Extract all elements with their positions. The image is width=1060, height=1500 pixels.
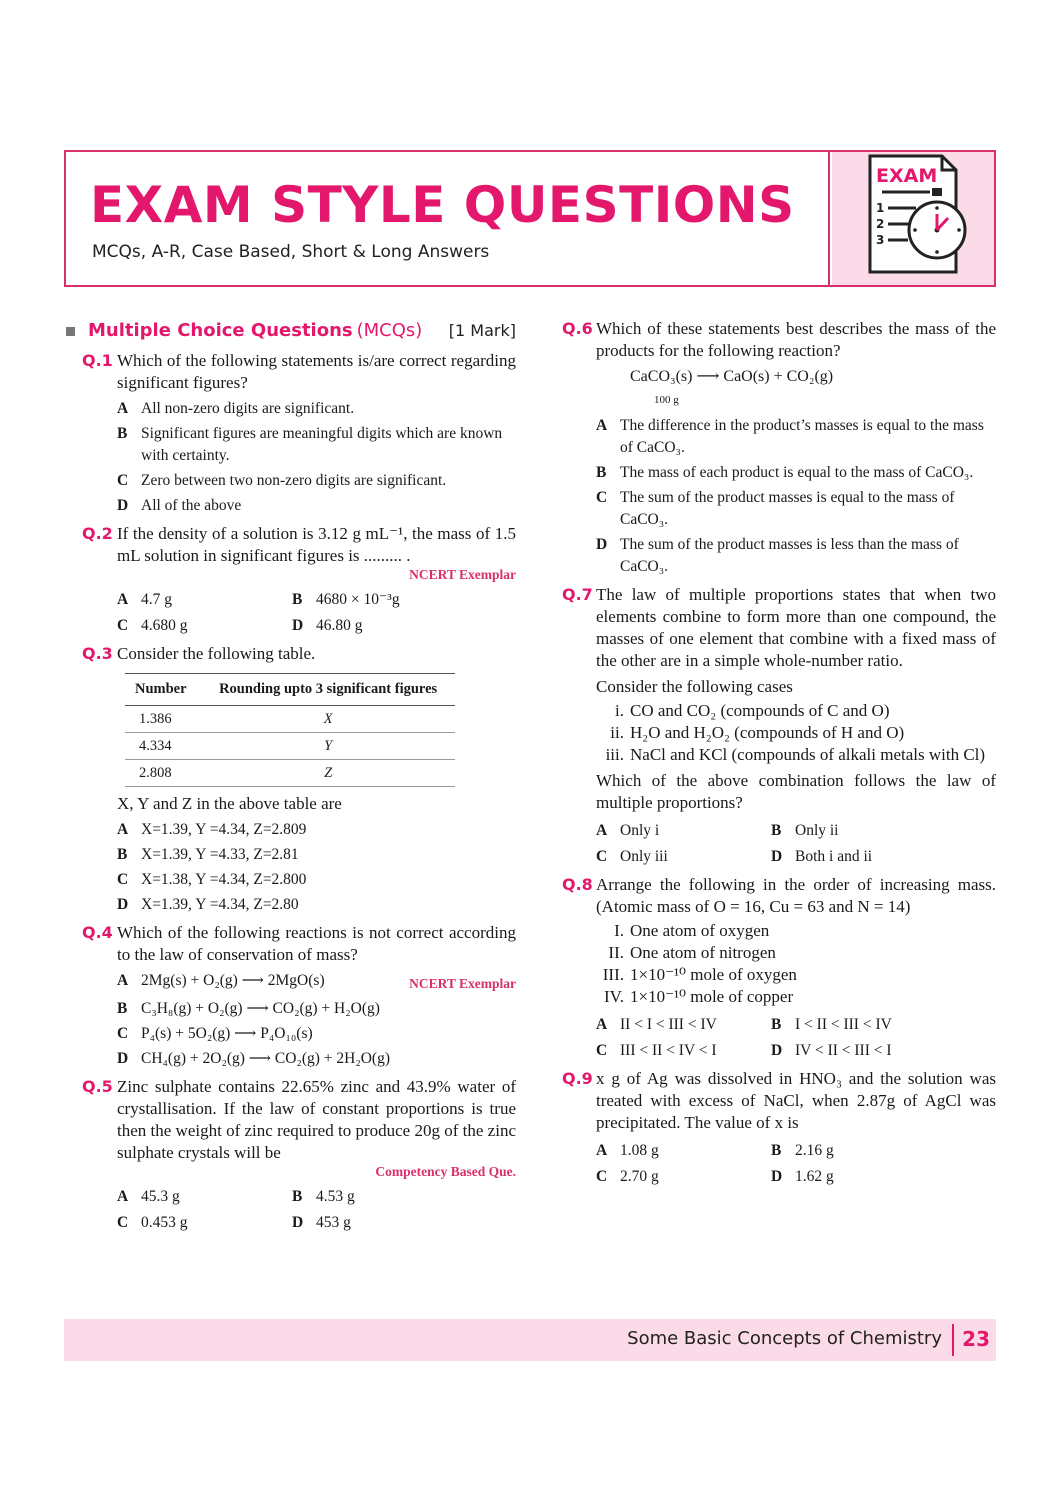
table-cell: Y	[201, 733, 455, 760]
exam-icon-label: EXAM	[876, 165, 938, 187]
option-b: B C₃H₈(g) + O₂(g) ⟶ CO₂(g) + H₂O(g)	[117, 1000, 380, 1017]
option-list	[117, 398, 516, 517]
question-number: Q.1	[82, 351, 113, 370]
page-number: 23	[962, 1327, 990, 1351]
table-cell: X	[201, 706, 455, 733]
option-a: A 2Mg(s) + O₂(g) ⟶ 2MgO(s) NCERT Exemplar	[117, 970, 516, 995]
case-item: III. 1×10⁻¹⁰ mole of oxygen	[602, 965, 797, 984]
option-a: A Only i	[596, 822, 660, 839]
question-number: Q.7	[562, 585, 593, 604]
option-b: B 2.16 g	[771, 1142, 834, 1159]
question-4	[64, 922, 516, 1070]
chapter-title: Some Basic Concepts of Chemistry	[627, 1328, 942, 1349]
table-cell: Z	[201, 760, 455, 787]
table-row	[125, 706, 455, 733]
rounding-table	[125, 673, 455, 787]
source-tag: NCERT Exemplar	[409, 567, 516, 582]
option-b: B X=1.39, Y =4.33, Z=2.81	[117, 846, 299, 863]
question-text: Which of these statements best describes the mass of the products for the following reaction?	[596, 319, 996, 360]
question-text: Zinc sulphate contains 22.65% zinc and 43.9% water of crystallisation. If the law of constant proportions is true then the weight of zinc required to produce 20g of the zinc sulphate crystals will be	[117, 1077, 516, 1162]
option-a: A 1.08 g	[596, 1142, 659, 1159]
option-list	[117, 819, 516, 916]
question-number: Q.5	[82, 1077, 113, 1096]
option-d: D 1.62 g	[771, 1168, 834, 1185]
svg-text:1: 1	[876, 201, 885, 215]
left-column	[64, 318, 516, 1240]
option-d: D All of the above	[117, 497, 242, 514]
table-header-row	[125, 674, 455, 706]
header-icon-panel	[832, 152, 994, 285]
question-ask: Which of the above combination follows the law of multiple proportions?	[596, 771, 996, 812]
page-subtitle: MCQs, A-R, Case Based, Short & Long Answers	[92, 242, 490, 262]
svg-text:3: 3	[876, 233, 885, 247]
case-item: ii. H₂O and H₂O₂ (compounds of H and O)	[610, 723, 905, 742]
question-8	[562, 874, 996, 1062]
option-c: C 0.453 g	[117, 1214, 188, 1231]
option-d: D The sum of the product masses is less than the mass of CaCO₃.	[596, 536, 959, 575]
question-text: Consider the following table.	[117, 644, 316, 663]
table-cell: 4.334	[125, 733, 201, 760]
question-text: Arrange the following in the order of increasing mass. (Atomic mass of O = 16, Cu = 63 and N = 14)	[596, 875, 996, 916]
question-text: The law of multiple proportions states that when two elements combine to form more than one compound, the masses of one element that combine with a fixed mass of the other are in a simple whole-number ratio.	[596, 585, 996, 670]
question-5	[64, 1076, 516, 1234]
option-grid	[596, 1140, 996, 1188]
option-c: C Zero between two non-zero digits are significant.	[117, 472, 447, 489]
option-d: D X=1.39, Y =4.34, Z=2.80	[117, 896, 299, 913]
question-7	[562, 584, 996, 868]
footer-divider	[952, 1324, 954, 1356]
table-row	[125, 760, 455, 787]
option-c: C 4.680 g	[117, 617, 188, 634]
option-d: D CH₄(g) + 2O₂(g) ⟶ CO₂(g) + 2H₂O(g)	[117, 1050, 391, 1067]
option-a: A II < I < III < IV	[596, 1016, 717, 1033]
question-6	[562, 318, 996, 578]
question-1	[64, 350, 516, 517]
case-item: iii. NaCl and KCl (compounds of alkali metals with Cl)	[605, 745, 986, 764]
question-number: Q.4	[82, 923, 113, 942]
case-list	[596, 920, 996, 1008]
question-number: Q.2	[82, 524, 113, 543]
question-number: Q.6	[562, 319, 593, 338]
case-item: IV. 1×10⁻¹⁰ mole of copper	[604, 987, 794, 1006]
option-c: C III < II < IV < I	[596, 1042, 717, 1059]
page-title: EXAM STYLE QUESTIONS	[90, 176, 795, 234]
question-2	[64, 523, 516, 637]
option-b: B Only ii	[771, 822, 839, 839]
option-grid	[596, 820, 996, 868]
option-c: C P₄(s) + 5O₂(g) ⟶ P₄O₁₀(s)	[117, 1025, 313, 1042]
header-box	[64, 150, 996, 287]
question-followup: X, Y and Z in the above table are	[117, 794, 342, 813]
question-9	[562, 1068, 996, 1188]
equation-note: 100 g	[654, 394, 679, 406]
option-b: B The mass of each product is equal to the mass of CaCO₃.	[596, 464, 974, 481]
option-b: B I < II < III < IV	[771, 1016, 892, 1033]
option-grid	[596, 1014, 996, 1062]
table-header: Rounding upto 3 significant figures	[201, 674, 455, 706]
option-d: D Both i and ii	[771, 848, 873, 865]
question-text: x g of Ag was dissolved in HNO₃ and the solution was treated with excess of NaCl, when 2.87g of AgCl was precipitated. The value of x is	[596, 1069, 996, 1132]
option-grid	[117, 589, 516, 637]
case-item: i. CO and CO₂ (compounds of C and O)	[615, 701, 890, 720]
option-a: A 4.7 g	[117, 591, 172, 608]
question-3	[64, 643, 516, 916]
option-grid	[117, 1186, 516, 1234]
section-marks: [1 Mark]	[448, 321, 516, 340]
question-number: Q.8	[562, 875, 593, 894]
section-bullet-icon	[66, 327, 75, 336]
option-a: A X=1.39, Y =4.34, Z=2.809	[117, 821, 307, 838]
case-item: II. One atom of nitrogen	[608, 943, 776, 962]
question-text: If the density of a solution is 3.12 g mL⁻¹, the mass of 1.5 mL solution in significant figures is ......... .	[117, 524, 516, 565]
option-list	[117, 970, 516, 1070]
table-cell: 2.808	[125, 760, 201, 787]
reaction-equation: CaCO₃(s) ⟶ CaO(s) + CO₂(g)	[630, 368, 834, 385]
source-tag: NCERT Exemplar	[409, 976, 516, 991]
option-d: D IV < II < III < I	[771, 1042, 892, 1059]
option-c: C 2.70 g	[596, 1168, 659, 1185]
option-c: C Only iii	[596, 848, 668, 865]
exam-clock-icon	[860, 152, 976, 280]
table-cell: 1.386	[125, 706, 201, 733]
option-c: C X=1.38, Y =4.34, Z=2.800	[117, 871, 307, 888]
page-footer	[64, 1319, 996, 1361]
right-column	[562, 318, 996, 1194]
option-list	[596, 415, 996, 578]
question-number: Q.9	[562, 1069, 593, 1088]
case-list	[596, 700, 996, 766]
source-tag: Competency Based Que.	[375, 1164, 516, 1179]
option-d: D 46.80 g	[292, 617, 363, 634]
option-b: B Significant figures are meaningful digits which are known with certainty.	[117, 425, 503, 464]
question-text: Which of the following reactions is not correct according to the law of conservation of mass?	[117, 923, 516, 964]
case-item: I. One atom of oxygen	[614, 921, 770, 940]
question-prompt: Consider the following cases	[596, 677, 793, 696]
section-heading	[64, 318, 516, 344]
question-text: Which of the following statements is/are correct regarding significant figures?	[117, 351, 516, 392]
option-b: B 4.53 g	[292, 1188, 355, 1205]
section-abbr: (MCQs)	[356, 320, 423, 341]
option-c: C The sum of the product masses is equal to the mass of CaCO₃.	[596, 489, 955, 528]
option-d: D 453 g	[292, 1214, 351, 1231]
table-header: Number	[125, 674, 201, 706]
option-b: B 4680 × 10⁻³g	[292, 591, 400, 608]
table-row	[125, 733, 455, 760]
header-title-area	[66, 152, 830, 285]
option-a: A All non-zero digits are significant.	[117, 400, 355, 417]
question-number: Q.3	[82, 644, 113, 663]
section-title: Multiple Choice Questions	[88, 320, 353, 341]
svg-text:2: 2	[876, 217, 885, 231]
option-a: A The difference in the product’s masses is equal to the mass of CaCO₃.	[596, 417, 984, 456]
option-a: A 45.3 g	[117, 1188, 180, 1205]
